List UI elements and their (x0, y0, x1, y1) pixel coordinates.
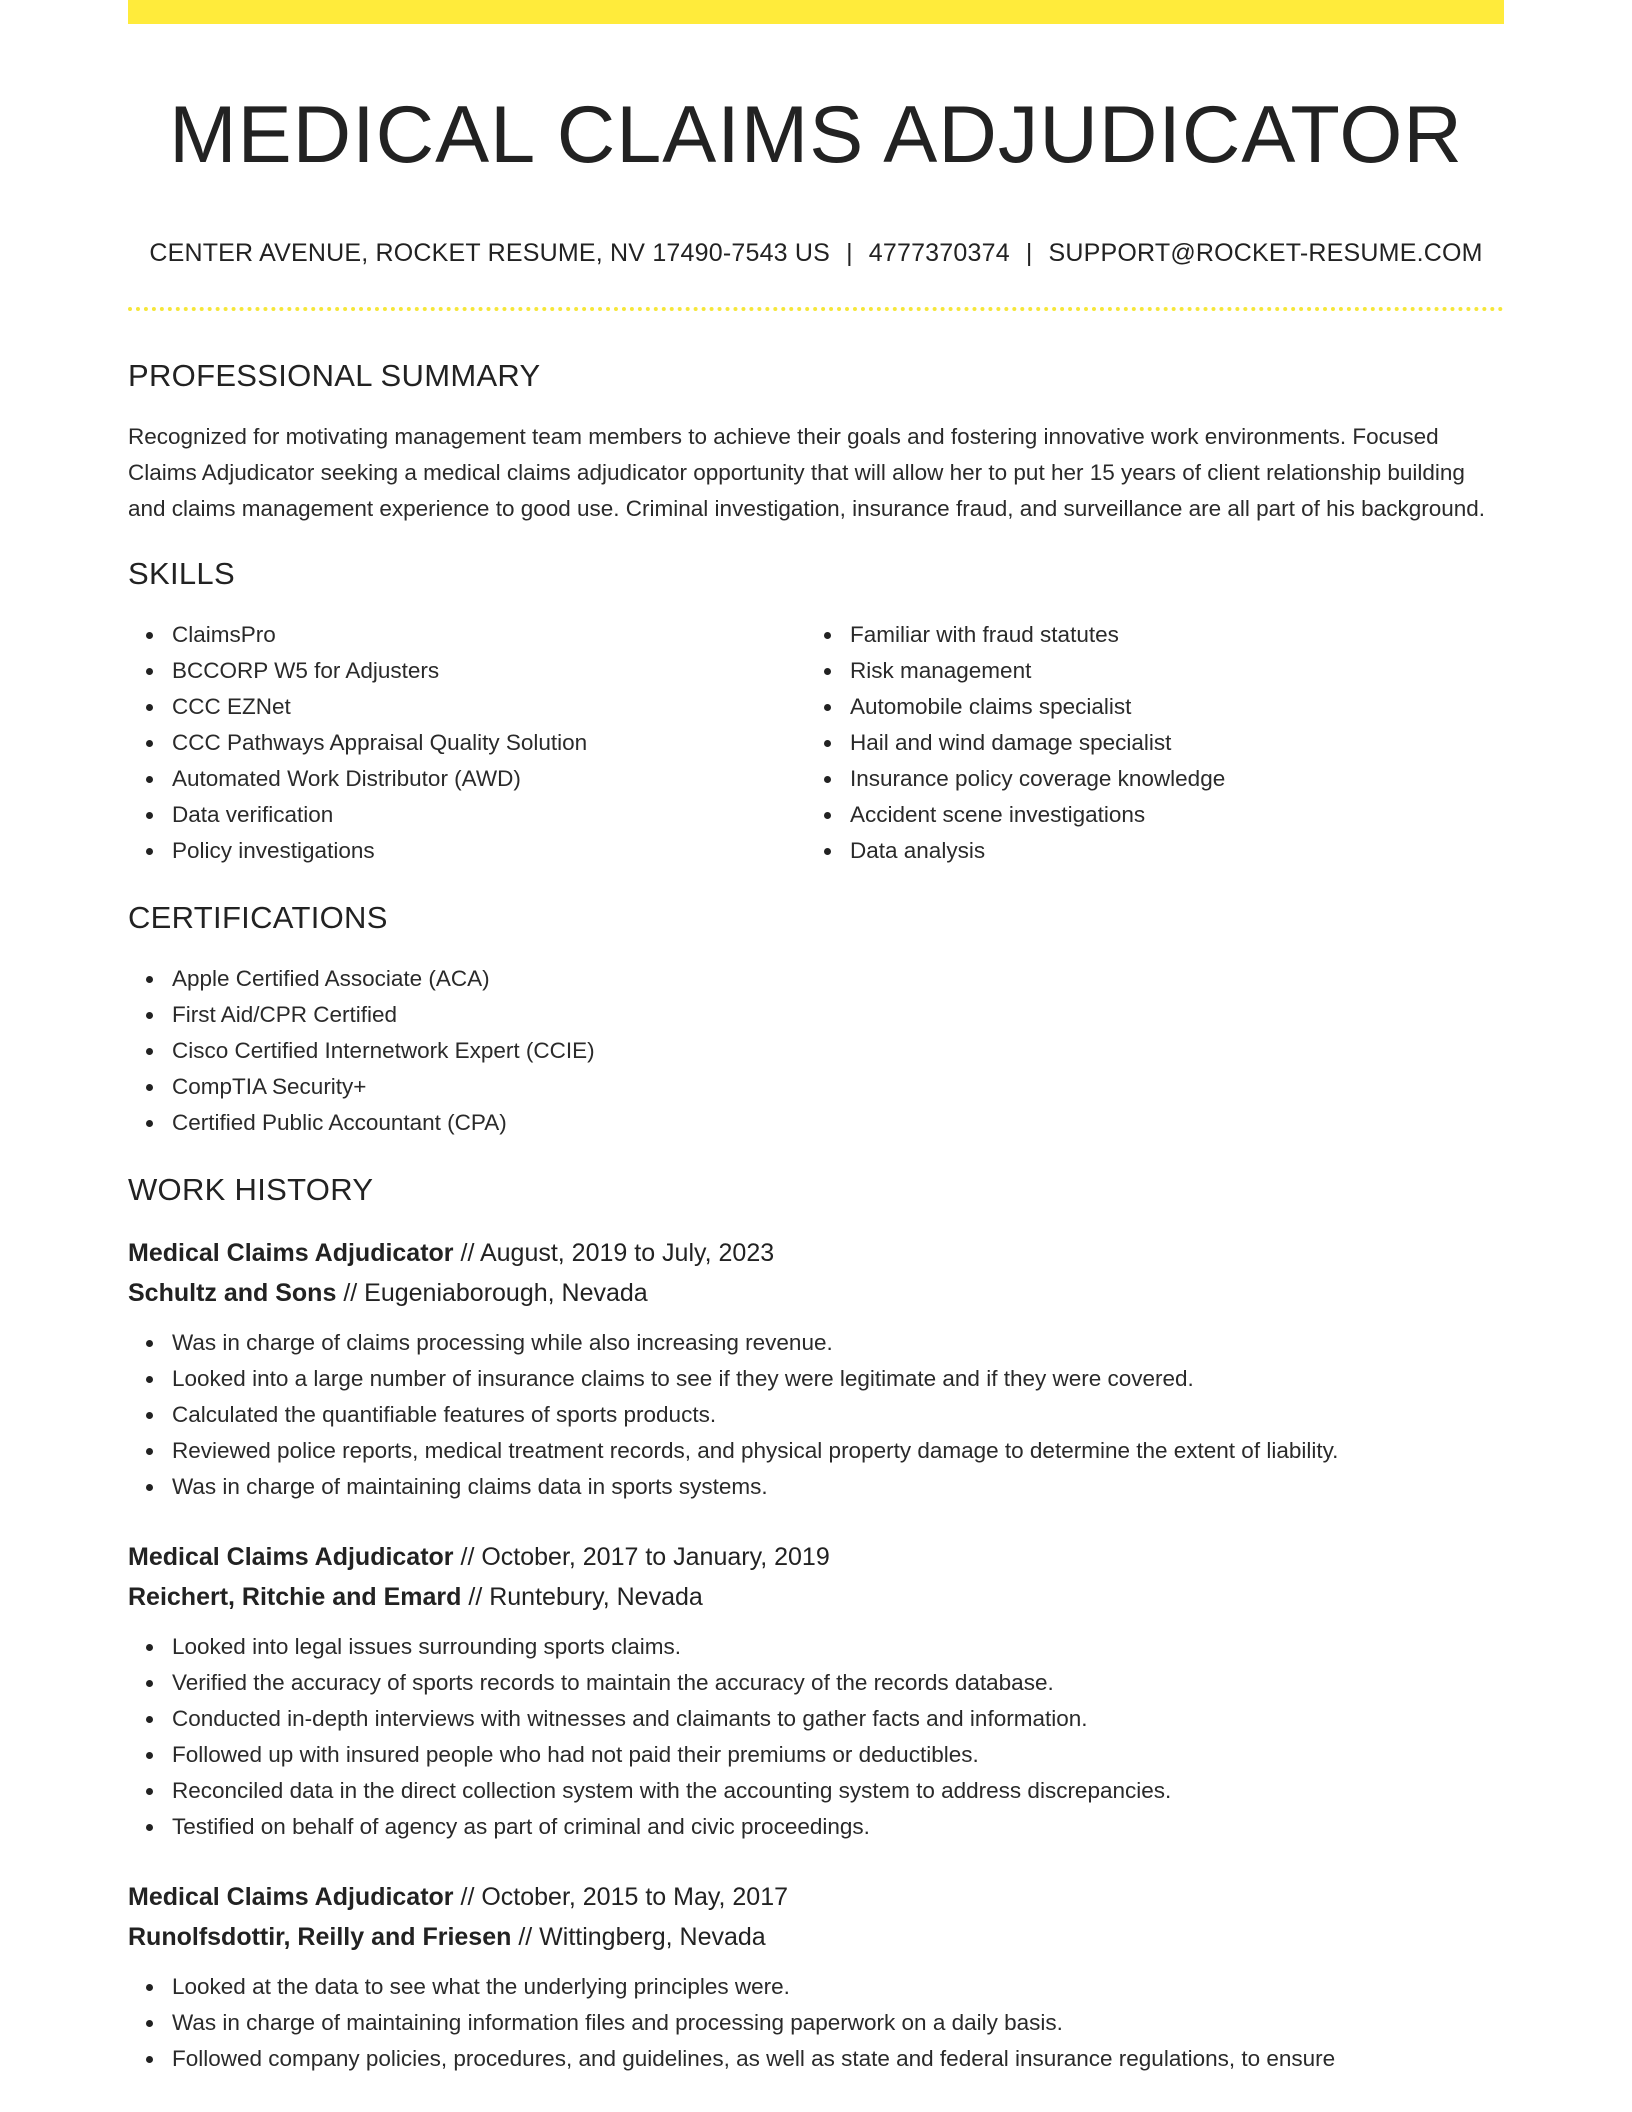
bullet-icon (146, 1752, 153, 1759)
contact-phone: 4777370374 (868, 239, 1010, 267)
section-title-work-history: WORK HISTORY (128, 1172, 374, 1207)
job-bullet (128, 1701, 1504, 1737)
bullet-icon (146, 1788, 153, 1795)
summary-section (128, 357, 1504, 527)
bullet-icon (824, 776, 831, 783)
job-bullet (128, 1773, 1504, 1809)
skills-grid (128, 617, 1504, 869)
job-location: // Runtebury, Nevada (468, 1583, 703, 1611)
accent-bar (128, 0, 1504, 24)
work-history-section (128, 1171, 1504, 2077)
job-bullets (128, 1325, 1504, 1505)
job-dates: // October, 2015 to May, 2017 (460, 1883, 789, 1911)
contact-email: SUPPORT@ROCKET-RESUME.COM (1048, 239, 1483, 267)
bullet-icon (146, 1340, 153, 1347)
skill-label: Hail and wind damage specialist (850, 730, 1172, 755)
skill-item (128, 617, 806, 653)
job-bullet-text: Conducted in-depth interviews with witnesses and claimants to gather facts and information. (172, 1706, 1088, 1731)
skill-item (806, 653, 1484, 689)
job-bullet (128, 1397, 1504, 1433)
skill-item (128, 833, 806, 869)
skills-list-left (128, 617, 806, 869)
job-role: Medical Claims Adjudicator (128, 1239, 454, 1267)
skill-item (128, 689, 806, 725)
bullet-icon (146, 740, 153, 747)
certifications-list (128, 961, 1504, 1141)
job-company: Reichert, Ritchie and Emard (128, 1583, 462, 1611)
skill-label: Risk management (850, 658, 1032, 683)
skill-item (128, 653, 806, 689)
bullet-icon (146, 1644, 153, 1651)
section-title-summary: PROFESSIONAL SUMMARY (128, 358, 541, 393)
skill-label: Data verification (172, 802, 334, 827)
section-title-certifications: CERTIFICATIONS (128, 900, 388, 935)
job-bullet (128, 2041, 1504, 2077)
bullet-icon (146, 1824, 153, 1831)
skill-item (128, 797, 806, 833)
contact-separator: | (846, 239, 853, 267)
bullet-icon (146, 1376, 153, 1383)
bullet-icon (146, 1716, 153, 1723)
bullet-icon (824, 632, 831, 639)
job-bullet-text: Reconciled data in the direct collection system with the accounting system to address discrepancies. (172, 1778, 1172, 1803)
job-bullet-text: Calculated the quantifiable features of sports products. (172, 1402, 717, 1427)
bullet-icon (146, 1448, 153, 1455)
skill-label: Policy investigations (172, 838, 375, 863)
skills-section (128, 555, 1504, 869)
job-bullet (128, 1665, 1504, 1701)
contact-address: CENTER AVENUE, ROCKET RESUME, NV 17490-7543 US (149, 239, 831, 267)
bullet-icon (146, 632, 153, 639)
bullet-icon (146, 812, 153, 819)
bullet-icon (146, 1048, 153, 1055)
job-role: Medical Claims Adjudicator (128, 1543, 454, 1571)
skill-item (806, 689, 1484, 725)
job-entry (128, 1537, 1504, 1845)
job-bullet-text: Testified on behalf of agency as part of criminal and civic proceedings. (172, 1814, 870, 1839)
job-company-line (128, 1577, 1504, 1617)
job-bullet (128, 1469, 1504, 1505)
summary-text: Recognized for motivating management team members to achieve their goals and fostering innovative work environments. Focused Claims Adjudicator seeking a medical claims adjudicator opportunity that will allow her to put her 15 years of client relationship building and claims management experience to good use. Criminal investigation, insurance fraud, and surveillance are all part of his background. (128, 424, 1486, 521)
skill-label: ClaimsPro (172, 622, 276, 647)
bullet-icon (824, 668, 831, 675)
skill-label: Data analysis (850, 838, 986, 863)
bullet-icon (146, 976, 153, 983)
skill-label: Insurance policy coverage knowledge (850, 766, 1226, 791)
bullet-icon (146, 776, 153, 783)
job-bullet-text: Was in charge of maintaining information files and processing paperwork on a daily basis. (172, 2010, 1063, 2035)
certification-item (128, 961, 1504, 997)
job-location: // Eugeniaborough, Nevada (343, 1279, 648, 1307)
job-bullet-text: Looked into a large number of insurance claims to see if they were legitimate and if they were covered. (172, 1366, 1194, 1391)
job-bullet (128, 1629, 1504, 1665)
job-bullet-text: Followed up with insured people who had not paid their premiums or deductibles. (172, 1742, 979, 1767)
resume-page (128, 0, 1504, 2077)
bullet-icon (146, 1412, 153, 1419)
bullet-icon (824, 848, 831, 855)
job-company: Schultz and Sons (128, 1279, 337, 1307)
bullet-icon (146, 1084, 153, 1091)
skill-label: CCC Pathways Appraisal Quality Solution (172, 730, 588, 755)
bullet-icon (824, 812, 831, 819)
job-role-line (128, 1233, 1504, 1273)
certification-item (128, 997, 1504, 1033)
job-bullet-text: Was in charge of claims processing while also increasing revenue. (172, 1330, 833, 1355)
certification-item (128, 1033, 1504, 1069)
job-bullet (128, 2005, 1504, 2041)
bullet-icon (146, 1680, 153, 1687)
skill-label: BCCORP W5 for Adjusters (172, 658, 440, 683)
job-bullets (128, 1629, 1504, 1845)
certification-label: CompTIA Security+ (172, 1074, 367, 1099)
contact-line (128, 237, 1504, 269)
bullet-icon (146, 1484, 153, 1491)
bullet-icon (146, 704, 153, 711)
skill-item (806, 617, 1484, 653)
certification-label: Certified Public Accountant (CPA) (172, 1110, 507, 1135)
job-bullet (128, 1737, 1504, 1773)
job-bullet (128, 1433, 1504, 1469)
job-company-line (128, 1917, 1504, 1957)
skill-item (128, 761, 806, 797)
bullet-icon (146, 2056, 153, 2063)
contact-separator: | (1025, 239, 1033, 267)
job-bullet (128, 1809, 1504, 1845)
job-company-line (128, 1273, 1504, 1313)
job-role-line (128, 1537, 1504, 1577)
job-dates: // October, 2017 to January, 2019 (460, 1543, 830, 1571)
resume-title: MEDICAL CLAIMS ADJUDICATOR (169, 90, 1463, 180)
skill-label: CCC EZNet (172, 694, 291, 719)
job-company: Runolfsdottir, Reilly and Friesen (128, 1923, 512, 1951)
section-title-skills: SKILLS (128, 556, 235, 591)
bullet-icon (146, 1984, 153, 1991)
job-bullet-text: Followed company policies, procedures, and guidelines, as well as state and federal insurance regulations, to ensure (172, 2046, 1336, 2071)
job-bullet-text: Looked at the data to see what the underlying principles were. (172, 1974, 790, 1999)
job-entry (128, 1877, 1504, 2077)
job-bullet (128, 1361, 1504, 1397)
certification-item (128, 1069, 1504, 1105)
certification-item (128, 1105, 1504, 1141)
bullet-icon (146, 848, 153, 855)
skill-item (806, 761, 1484, 797)
job-bullet-text: Was in charge of maintaining claims data in sports systems. (172, 1474, 768, 1499)
bullet-icon (824, 740, 831, 747)
job-dates: // August, 2019 to July, 2023 (460, 1239, 775, 1267)
skill-item (806, 833, 1484, 869)
skill-item (806, 797, 1484, 833)
skill-label: Automobile claims specialist (850, 694, 1132, 719)
job-bullet-text: Verified the accuracy of sports records to maintain the accuracy of the records database. (172, 1670, 1054, 1695)
certification-label: Cisco Certified Internetwork Expert (CCIE) (172, 1038, 595, 1063)
job-role-line (128, 1877, 1504, 1917)
job-bullet (128, 1969, 1504, 2005)
job-bullets (128, 1969, 1504, 2077)
skill-label: Accident scene investigations (850, 802, 1146, 827)
skill-label: Familiar with fraud statutes (850, 622, 1119, 647)
job-bullet-text: Reviewed police reports, medical treatment records, and physical property damage to determine the extent of liability. (172, 1438, 1339, 1463)
bullet-icon (824, 704, 831, 711)
skills-list-right (806, 617, 1484, 869)
job-bullet-text: Looked into legal issues surrounding sports claims. (172, 1634, 682, 1659)
bullet-icon (146, 2020, 153, 2027)
certification-label: Apple Certified Associate (ACA) (172, 966, 490, 991)
job-bullet (128, 1325, 1504, 1361)
certifications-section (128, 899, 1504, 1141)
job-role: Medical Claims Adjudicator (128, 1883, 454, 1911)
job-location: // Wittingberg, Nevada (518, 1923, 766, 1951)
skill-label: Automated Work Distributor (AWD) (172, 766, 521, 791)
certification-label: First Aid/CPR Certified (172, 1002, 398, 1027)
skill-item (806, 725, 1484, 761)
skill-item (128, 725, 806, 761)
dotted-divider (128, 307, 1504, 311)
bullet-icon (146, 1012, 153, 1019)
bullet-icon (146, 668, 153, 675)
bullet-icon (146, 1120, 153, 1127)
job-entry (128, 1233, 1504, 1505)
